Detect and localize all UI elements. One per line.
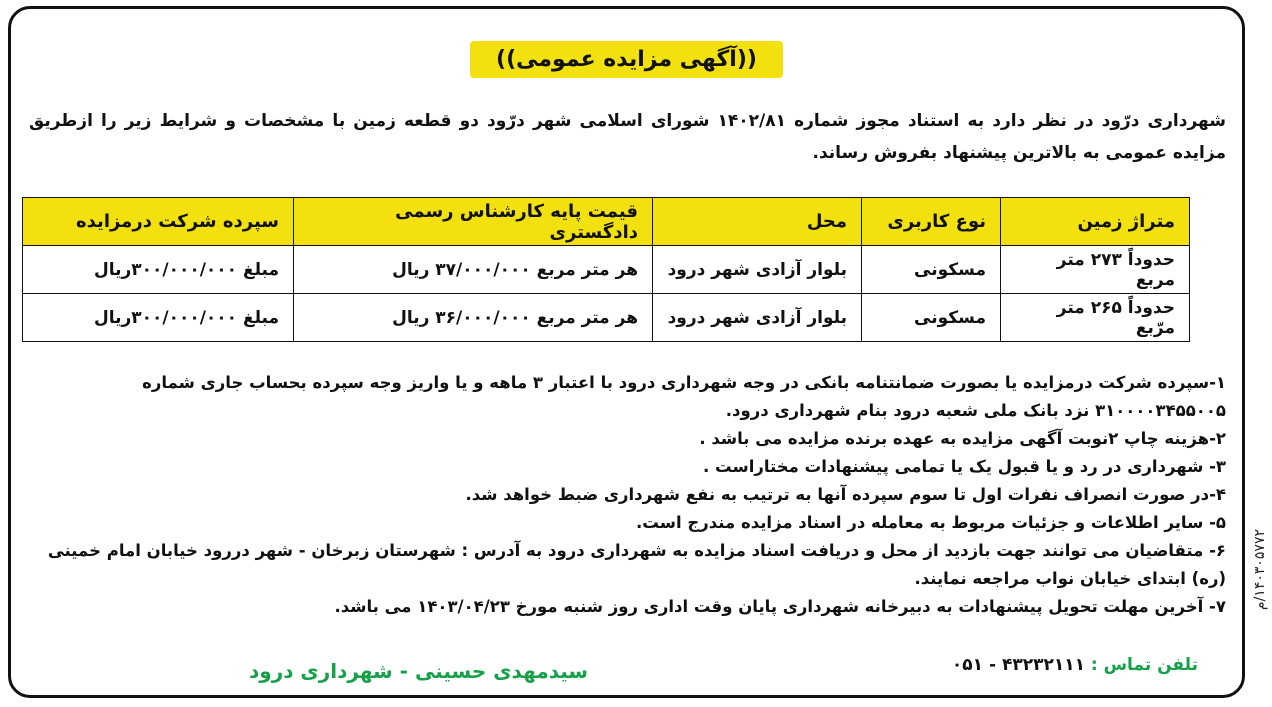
table-header-row [23, 198, 1190, 246]
notice-title: ((آگهی مزایده عمومی)) [470, 41, 783, 78]
condition-item: ۳- شهرداری در رد و یا قبول یک یا تمامی پیشنهادات مختاراست . [702, 457, 1226, 476]
header-area: متراژ زمین [1001, 198, 1190, 246]
phone-number: ۴۳۲۳۲۱۱۱ - ۰۵۱ [951, 655, 1085, 675]
table-row [23, 294, 1190, 342]
condition-item: ۵- سایر اطلاعات و جزئیات مربوط به معامله در اسناد مزایده مندرج است. [635, 513, 1226, 532]
cell-deposit: مبلغ ۳۰۰/۰۰۰/۰۰۰ریال [23, 294, 294, 342]
conditions-list [27, 369, 1226, 621]
condition-item: ۷- آخرین مهلت تحویل پیشنهادات به دبیرخانه شهرداری پایان وقت اداری روز شنبه مورخ ۱۴۰۳/۰۴/۲۳ می باشد. [334, 597, 1226, 616]
cell-location: بلوار آزادی شهر درود [653, 294, 862, 342]
cell-location: بلوار آزادی شهر درود [653, 246, 862, 294]
phone-label: تلفن تماس : [1090, 655, 1198, 675]
cell-base-price: هر متر مربع ۳۷/۰۰۰/۰۰۰ ریال [294, 246, 653, 294]
cell-usage: مسکونی [862, 246, 1001, 294]
condition-item: ۶- متقاضیان می توانند جهت بازدید از محل و دریافت اسناد مزایده به شهرداری درود به آدرس : شهرستان زبرخان - شهر دررود خیابان امام خمینی (ره) ابتدای خیابان نواب مراجعه نمایند. [47, 541, 1226, 588]
cell-area: حدوداً ۲۷۳ متر مربع [1001, 246, 1190, 294]
cell-deposit: مبلغ ۳۰۰/۰۰۰/۰۰۰ریال [23, 246, 294, 294]
title-wrap [11, 41, 1242, 78]
condition-item: ۴-در صورت انصراف نفرات اول تا سوم سپرده آنها به ترتیب به نفع شهرداری ضبط خواهد شد. [465, 485, 1226, 504]
cell-base-price: هر متر مربع ۳۶/۰۰۰/۰۰۰ ریال [294, 294, 653, 342]
cell-area: حدوداً ۲۶۵ متر مرّبع [1001, 294, 1190, 342]
cell-usage: مسکونی [862, 294, 1001, 342]
header-base-price: قیمت پایه کارشناس رسمی دادگستری [294, 198, 653, 246]
header-deposit: سپرده شرکت درمزایده [23, 198, 294, 246]
contact-phone [952, 655, 1198, 675]
table-row [23, 246, 1190, 294]
header-usage: نوع کاربری [862, 198, 1001, 246]
land-table [22, 197, 1190, 342]
condition-item: ۲-هزینه چاپ ۲نوبت آگهی مزایده به عهده برنده مزایده می باشد . [699, 429, 1226, 448]
intro-paragraph: شهرداری درّود در نظر دارد به استناد مجوز شماره ۱۴۰۲/۸۱ شورای اسلامی شهر درّود دو قطعه زمین با مشخصات و شرایط زیر را ازطریق مزایده عمومی به بالاترین پیشنهاد بفروش رساند. [29, 111, 1226, 163]
header-location: محل [653, 198, 862, 246]
side-code: ۱۴۰۳۰۵۷۷۲/م [1252, 529, 1268, 611]
condition-item: ۱-سپرده شرکت درمزایده یا بصورت ضمانتنامه بانکی در وجه شهرداری درود با اعتبار ۳ ماهه و یا واریز وجه سپرده بحساب جاری شماره ۳۱۰۰۰۰۳۴۵۵۰۰۵ نزد بانک ملی شعبه درود بنام شهرداری درود. [142, 373, 1226, 420]
notice-frame [8, 6, 1268, 698]
signature: سیدمهدی حسینی - شهرداری درود [249, 659, 589, 683]
